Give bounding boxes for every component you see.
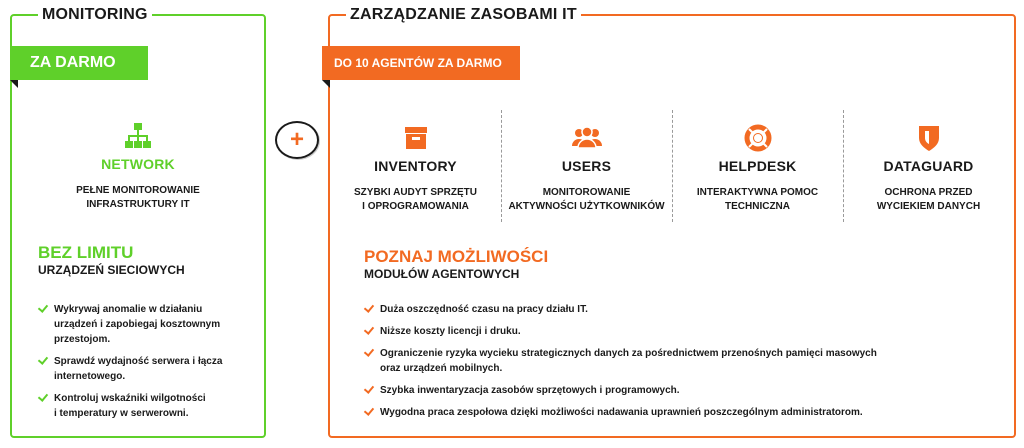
network-description: PEŁNE MONITOROWANIE INFRASTRUKTURY IT — [76, 185, 200, 210]
helpdesk-title: HELPDESK — [718, 158, 797, 174]
list-item: Wygodna praca zespołowa dzięki możliwości nadawania uprawnień poszczególnym administratorom. — [364, 405, 1004, 420]
list-item: Niższe koszty licencji i druku. — [364, 324, 1004, 339]
monitoring-panel — [10, 6, 266, 438]
list-item: Sprawdź wydajność serwera i łącza internetowego. — [38, 354, 258, 384]
dataguard-title: DATAGUARD — [883, 158, 974, 174]
list-item: Duża oszczędność czasu na pracy działu IT. — [364, 302, 1004, 317]
list-item: Szybka inwentaryzacja zasobów sprzętowych i programowych. — [364, 383, 1004, 398]
it-management-heading-line2: MODUŁÓW AGENTOWYCH — [364, 267, 520, 281]
list-item: Ograniczenie ryzyka wycieku strategicznych danych za pośrednictwem przenośnych pamięci masowych oraz urządzeń mobilnych. — [364, 346, 1004, 376]
users-group-icon — [501, 122, 672, 154]
module-users — [501, 110, 672, 222]
network-icon — [12, 120, 264, 152]
list-item: Kontroluj wskaźniki wilgotności i temperatury w serwerowni. — [38, 391, 258, 421]
users-title: USERS — [561, 158, 612, 174]
agents-badge — [322, 46, 520, 80]
inventory-title: INVENTORY — [374, 158, 457, 174]
check-icon — [364, 324, 374, 335]
check-icon — [364, 302, 374, 313]
check-icon — [364, 346, 374, 357]
it-management-heading — [364, 248, 548, 282]
free-badge-label: ZA DARMO — [30, 54, 116, 71]
inventory-description: SZYBKI AUDYT SPRZĘTU I OPROGRAMOWANIA — [354, 187, 477, 212]
monitoring-heading-line2: URZĄDZEŃ SIECIOWYCH — [38, 263, 185, 277]
it-management-feature-list — [364, 302, 1004, 427]
network-module — [12, 120, 264, 212]
check-icon — [364, 383, 374, 394]
shield-icon — [843, 122, 1014, 154]
users-description: MONITOROWANIE AKTYWNOŚCI UŻYTKOWNIKÓW — [508, 187, 665, 212]
plus-icon: + — [275, 121, 319, 159]
check-icon — [38, 302, 48, 313]
module-helpdesk — [672, 110, 843, 222]
inventory-box-icon — [330, 122, 501, 154]
list-item: Wykrywaj anomalie w działaniu urządzeń i zapobiegaj kosztownym przestojom. — [38, 302, 258, 347]
helpdesk-description: INTERAKTYWNA POMOC TECHNICZNA — [696, 187, 819, 212]
it-management-panel — [328, 6, 1016, 438]
network-title: NETWORK — [101, 156, 175, 172]
it-management-heading-line1: POZNAJ MOŻLIWOŚCI — [364, 247, 549, 266]
dataguard-description: OCHRONA PRZED WYCIEKIEM DANYCH — [876, 187, 981, 212]
check-icon — [38, 354, 48, 365]
module-dataguard — [843, 110, 1014, 222]
it-management-title: ZARZĄDZANIE ZASOBAMI IT — [346, 5, 581, 25]
free-badge — [10, 46, 148, 80]
check-icon — [38, 391, 48, 402]
monitoring-heading-line1: BEZ LIMITU — [38, 243, 134, 262]
monitoring-title: MONITORING — [38, 5, 152, 25]
agents-badge-label: DO 10 AGENTÓW ZA DARMO — [334, 56, 502, 70]
monitoring-feature-list — [38, 302, 258, 428]
lifebuoy-icon — [672, 122, 843, 154]
module-inventory — [330, 110, 501, 222]
agent-modules — [330, 110, 1014, 222]
check-icon — [364, 405, 374, 416]
ribbon-fold — [10, 80, 18, 88]
ribbon-fold — [322, 80, 330, 88]
monitoring-heading — [38, 244, 185, 278]
